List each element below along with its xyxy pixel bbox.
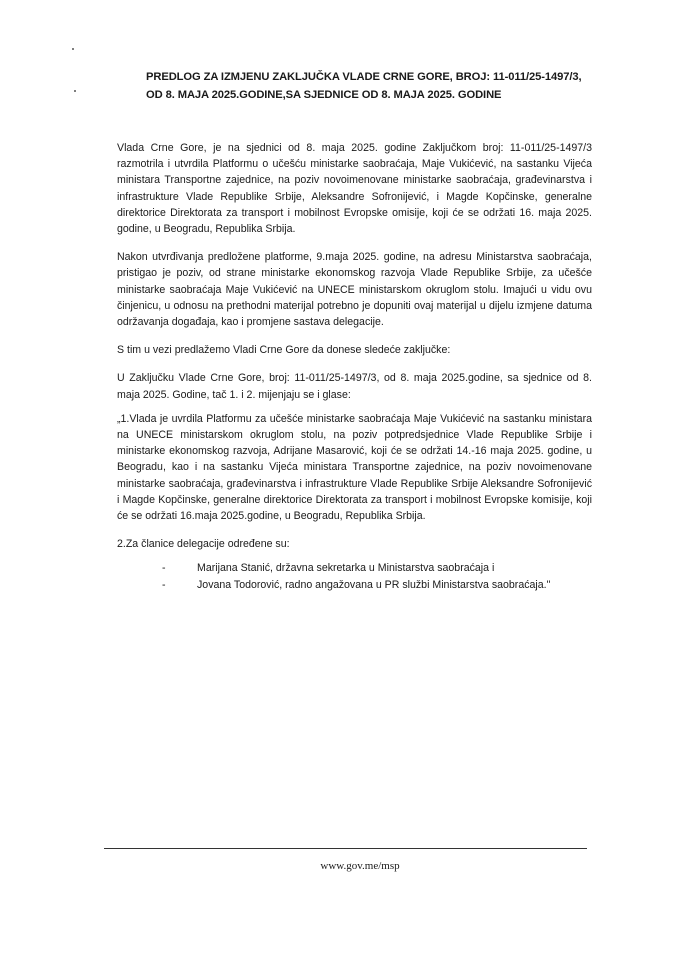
- list-dash: -: [162, 578, 166, 591]
- scan-speck: [74, 90, 76, 92]
- paragraph-conclusion-2: 2.Za članice delegacije određene su:: [117, 538, 290, 551]
- title-line-1: PREDLOG ZA IZMJENU ZAKLJUČKA VLADE CRNE GORE, BROJ: 11-011/25-1497/3,: [146, 71, 582, 83]
- list-item-text: Marijana Stanić, državna sekretarka u Ministarstva saobraćaja i: [197, 562, 495, 575]
- document-body: [117, 140, 592, 593]
- footer-url: www.gov.me/msp: [320, 860, 400, 872]
- paragraph-intro: Vlada Crne Gore, je na sjednici od 8. maja 2025. godine Zaključkom broj: 11-011/25-1497/3 razmotrila i utvrdila Platformu o učešću ministarke saobraćaja, Maje Vukićević, na sastanku Vijeća ministara Transportne zajednice, na poziv novoimenovane ministarke saobraćaja, građevinarstva i infrastrukture Vlade Republike Srbije, Aleksandre Sofronijević, i Magde Kopčinske, generalne direktorice Direktorata za transport i mobilnost Evropske omisije, koji će se održati 16. maja 2025. godine, u Beogradu, Republika Srbija.: [117, 142, 592, 236]
- list-item: [162, 577, 592, 593]
- paragraph-conclusion-1: „1.Vlada je uvrdila Platformu za učešće ministarke saobraćaja Maje Vukićević na sastanku ministara na UNECE ministarskom okruglom stolu, na poziv potpredsjednice Vlade Republike Srbije i ministarke ekonomskog razvoja, Adrijane Masarović, koji će se održati 14.-16 maja 2025. godine, u Beogradu, kao i na sastanku Vijeća ministara Transportne zajednice, na poziv novoimenovane ministarke saobraćaja, građevinarstva i infrastrukture Vlade Republike Srbije Aleksandre Sofronijević i Magde Kopčinske, generalne direktorice Direktorata za transport i mobilnost Evropske komisije, koji će se održati 16.maja 2025.godine, u Beogradu, Republika Srbija.: [117, 412, 592, 523]
- paragraph-invitation: Nakon utvrđivanja predložene platforme, 9.maja 2025. godine, na adresu Ministarstva saobraćaja, pristigao je poziv, od strane ministarke ekonomskog razvoja Vlade Republike Srbije, za učešće ministarke saobraćaja Maje Vukićević na UNECE ministarskom okruglom stolu. Imajući u vidu ovu činjenicu, u odnosu na prethodni materijal potrebno je dopuniti ovaj materijal u dijelu izmjene datuma održavanja događaja, kao i promjene sastava delegacije.: [117, 251, 592, 329]
- paragraph-amendment: U Zaključku Vlade Crne Gore, broj: 11-011/25-1497/3, od 8. maja 2025.godine, sa sjednice od 8. maja 2025. Godine, tač 1. i 2. mijenjaju se i glase:: [117, 372, 592, 401]
- title-line-2: OD 8. MAJA 2025.GODINE,SA SJEDNICE OD 8. MAJA 2025. GODINE: [146, 89, 502, 101]
- footer-divider: [104, 848, 587, 849]
- document-title: [146, 68, 606, 104]
- list-dash: -: [162, 562, 166, 575]
- delegation-list: [117, 560, 592, 592]
- list-item-text: Jovana Todorović, radno angažovana u PR službi Ministarstva saobraćaja.": [197, 578, 551, 591]
- list-item: [162, 560, 592, 576]
- scan-speck: [72, 48, 74, 50]
- paragraph-proposal: S tim u vezi predlažemo Vladi Crne Gore da donese sledeće zaključke:: [117, 344, 451, 357]
